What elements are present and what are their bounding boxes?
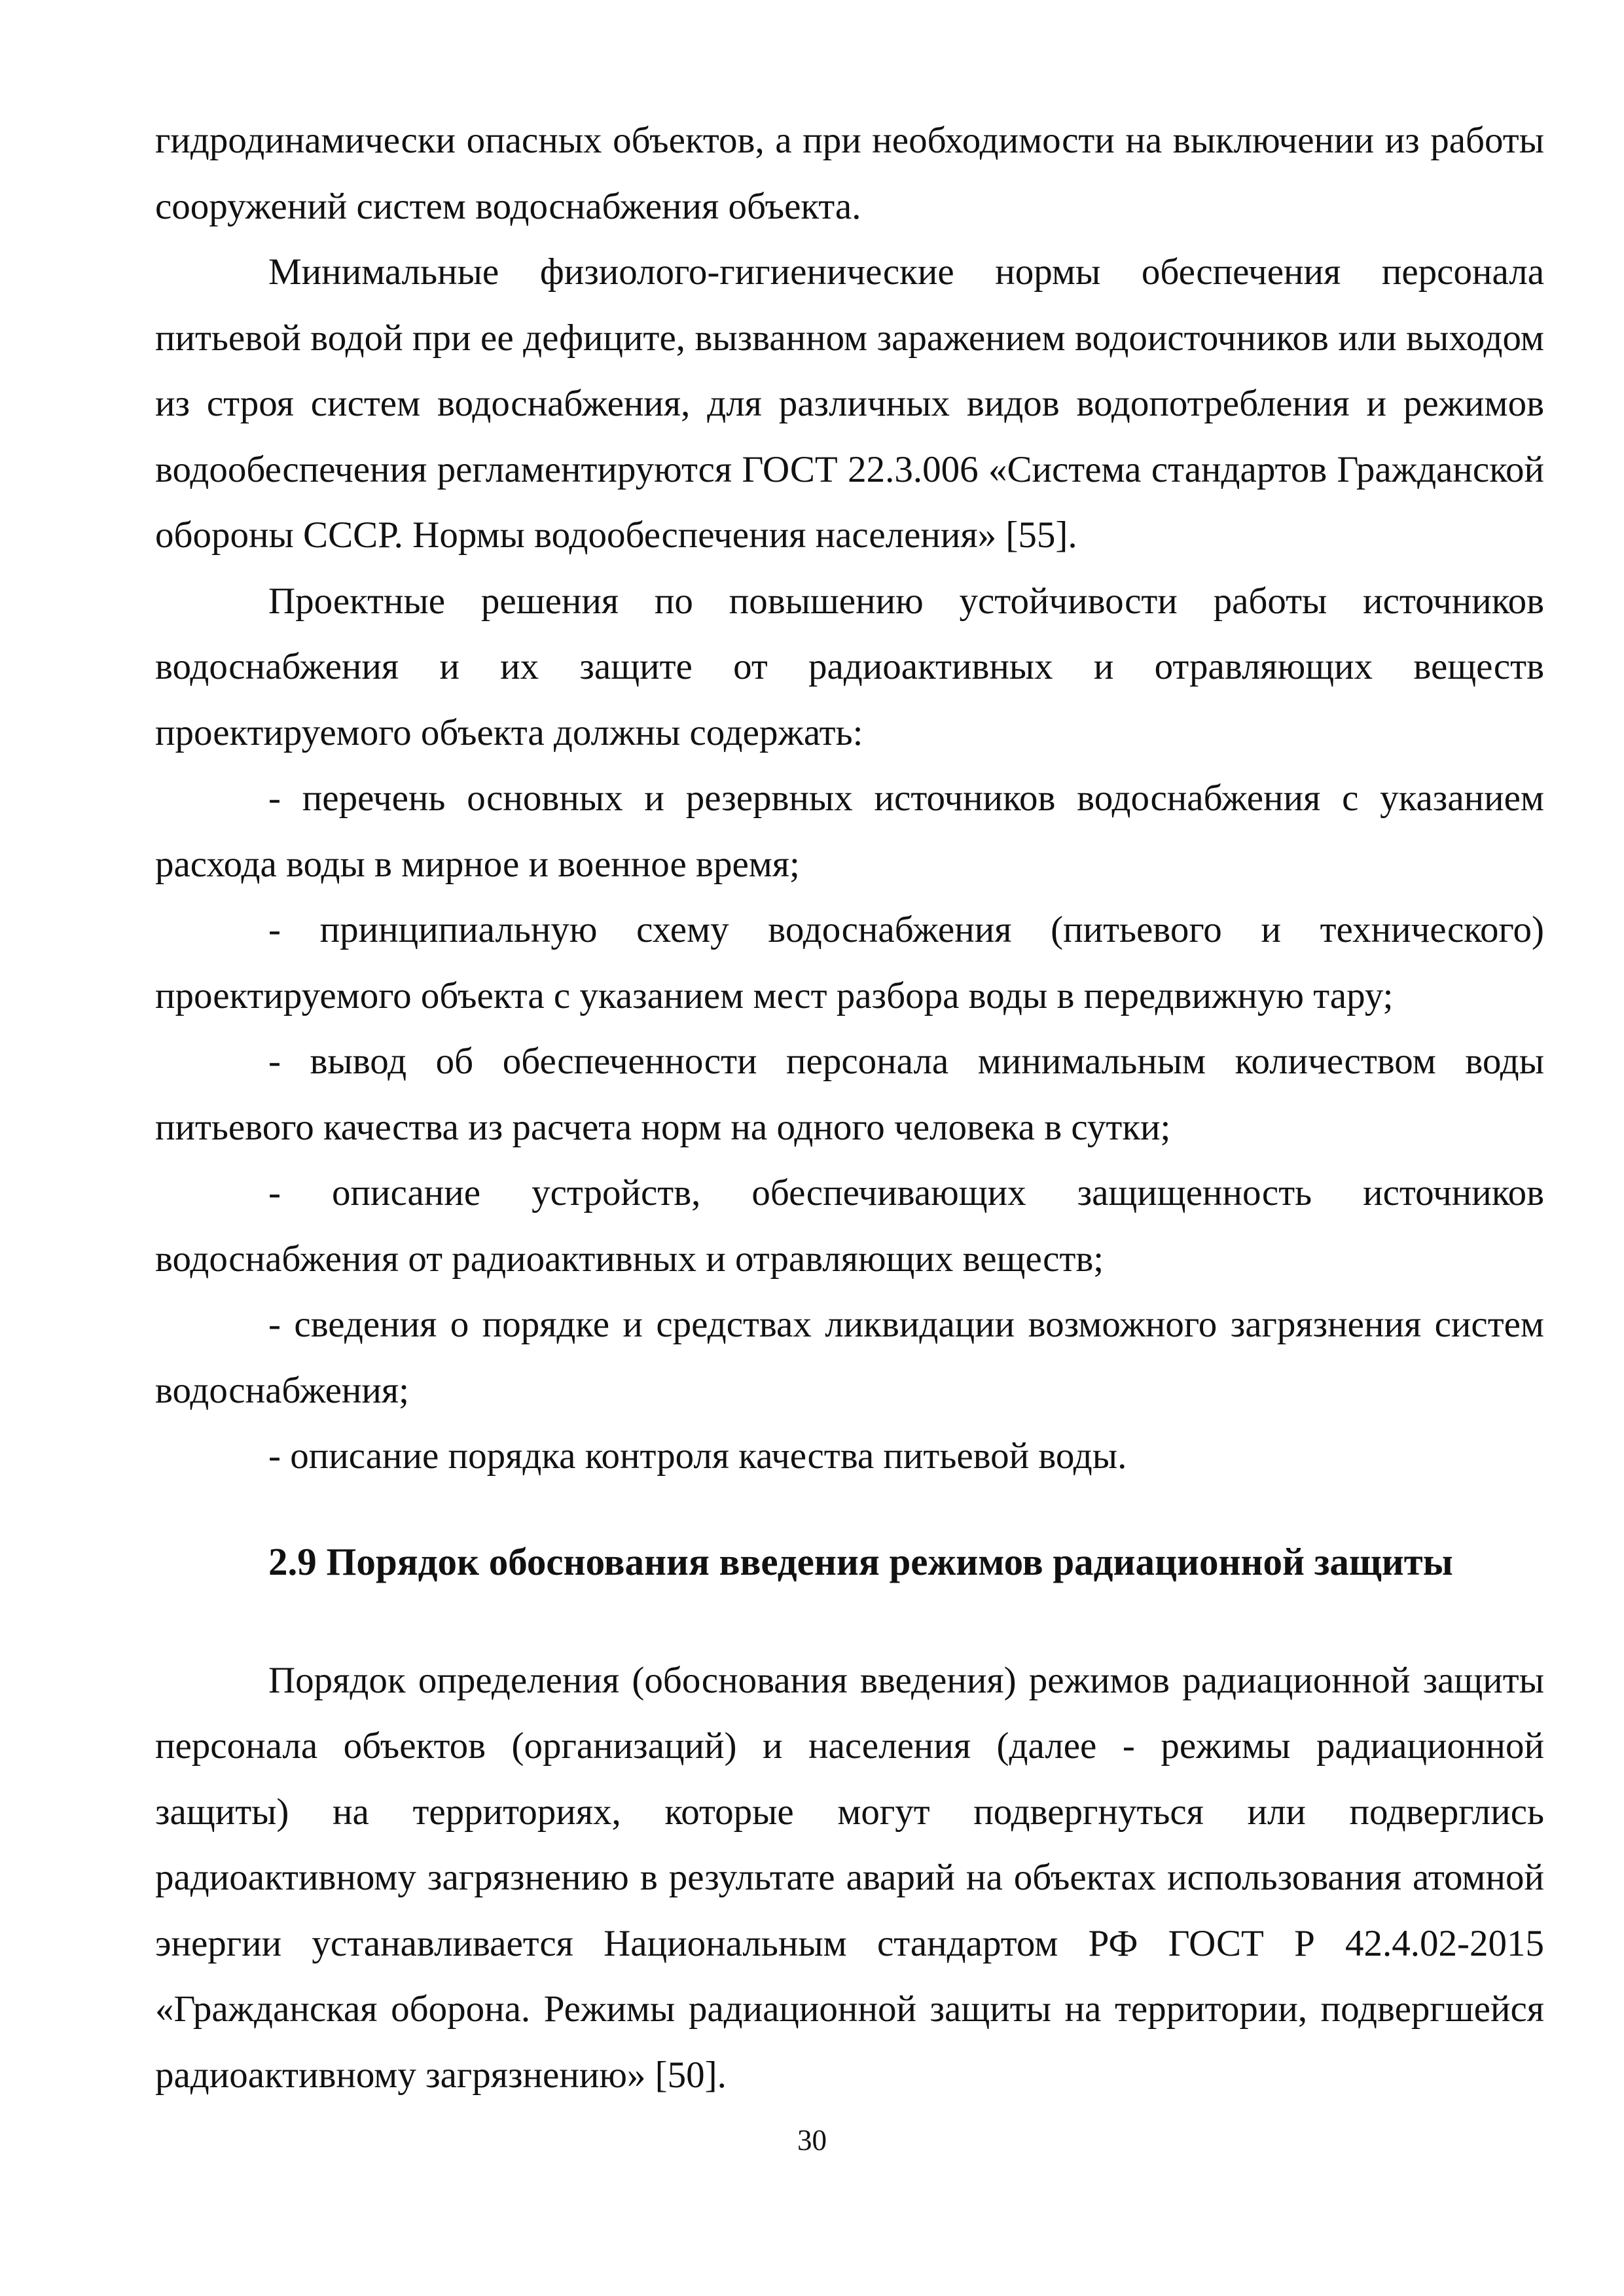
section-heading: 2.9 Порядок обоснования введения режимов радиационной защиты [268, 1539, 1453, 1583]
page-number: 30 [797, 2124, 827, 2157]
paragraph-radiation-protection: Порядок определения (обоснования введения) режимов радиационной защиты персонала объектов (организаций) и населения (далее - режимы радиационной защиты) на территориях, которые могут подвергнуться или подверглись радиоактивному загрязнению в результате аварий на объектах использования атомной энергии устанавливается Национальным стандартом РФ ГОСТ Р 42.4.02-2015 «Гражданская оборона. Режимы радиационной защиты на территории, подвергшейся радиоактивному загрязнению» [50]. [155, 1659, 1544, 2096]
paragraph-water-norms: Минимальные физиолого-гигиенические нормы обеспечения персонала питьевой водой при ее дефиците, вызванном заражением водоисточников или выходом из строя систем водоснабжения, для различных видов водопотребления и режимов водообеспечения регламентируются ГОСТ 22.3.006 «Система стандартов Гражданской обороны СССР. Нормы водообеспечения населения» [55]. [155, 251, 1544, 556]
paragraph-continuation: гидродинамически опасных объектов, а при необходимости на выключении из работы сооружений систем водоснабжения объекта. [155, 120, 1544, 227]
paragraph-design-solutions: Проектные решения по повышению устойчивости работы источников водоснабжения и их защите от радиоактивных и отравляющих веществ проектируемого объекта должны содержать: [155, 580, 1544, 753]
list-item-liquidation: - сведения о порядке и средствах ликвидации возможного загрязнения систем водоснабжения; [155, 1304, 1544, 1411]
list-item-sources: - перечень основных и резервных источников водоснабжения с указанием расхода воды в мирное и военное время; [155, 778, 1544, 885]
page-content [155, 108, 1544, 2108]
list-item-scheme: - принципиальную схему водоснабжения (питьевого и технического) проектируемого объекта с указанием мест разбора воды в передвижную тару; [155, 909, 1544, 1016]
list-item-provision: - вывод об обеспеченности персонала минимальным количеством воды питьевого качества из расчета норм на одного человека в сутки; [155, 1041, 1544, 1148]
list-item-devices: - описание устройств, обеспечивающих защищенность источников водоснабжения от радиоактивных и отравляющих веществ; [155, 1172, 1544, 1280]
list-item-quality-control: - описание порядка контроля качества питьевой воды. [268, 1435, 1127, 1477]
